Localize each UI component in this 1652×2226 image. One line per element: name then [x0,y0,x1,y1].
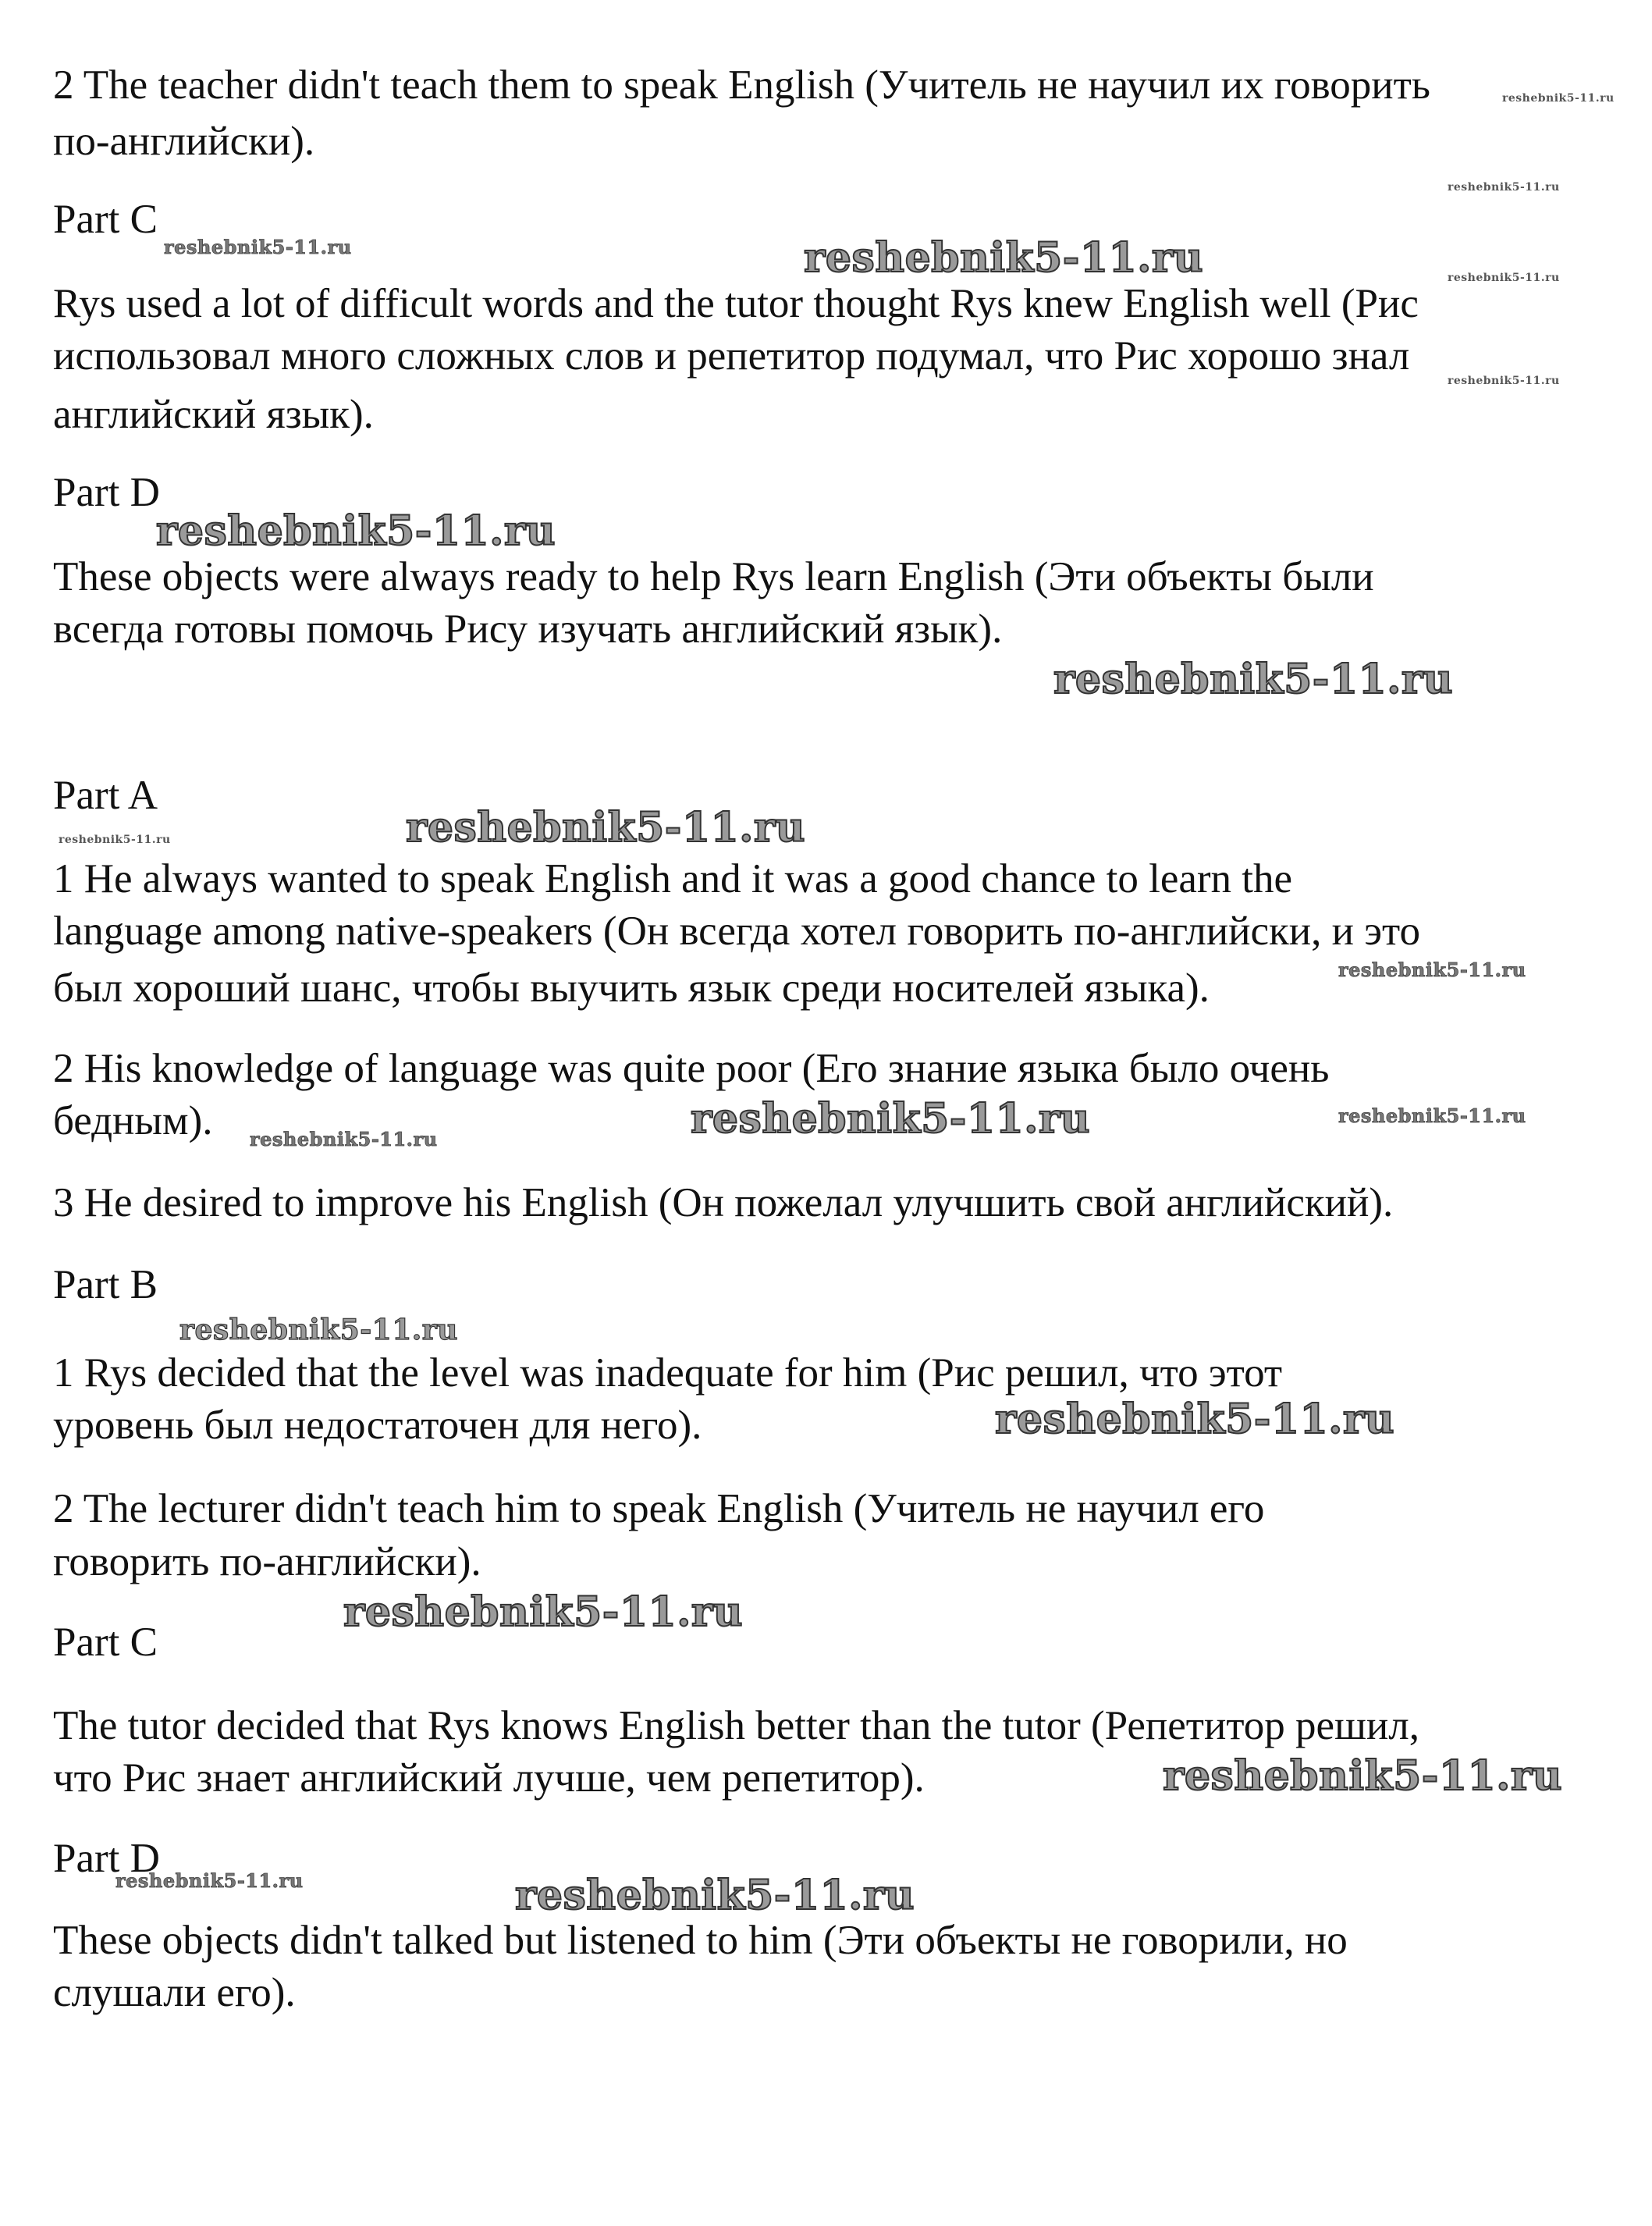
watermark: reshebnik5-11.ru [1448,181,1560,194]
text-line: по-английски). [53,119,315,164]
text-line: language among native-speakers (Он всегда хотел говорить по-английски, и это [53,909,1420,954]
text-line: 2 The teacher didn't teach them to speak English (Учитель не научил их говорить [53,62,1430,108]
watermark: reshebnik5-11.ru [1502,92,1615,105]
watermark: reshebnik5-11.ru [1053,656,1454,703]
section-heading: Part D [53,1836,160,1881]
text-line: Rys used a lot of difficult words and the tutor thought Rys knew English well (Рис [53,281,1419,326]
text-line: 3 He desired to improve his English (Он пожелал улучшить свой английский). [53,1180,1394,1225]
text-line: 1 He always wanted to speak English and it was a good chance to learn the [53,856,1293,901]
section-heading: Part C [53,197,158,242]
text-line: 1 Rys decided that the level was inadequate for him (Рис решил, что этот [53,1350,1283,1396]
text-line: уровень был недостаточен для него). [53,1403,702,1448]
section-heading: Part D [53,470,160,515]
watermark: reshebnik5-11.ru [115,1869,304,1892]
watermark: reshebnik5-11.ru [156,507,556,555]
text-line: слушали его). [53,1970,296,2015]
watermark: reshebnik5-11.ru [179,1314,458,1346]
text-line: использовал много сложных слов и репетитор подумал, что Рис хорошо знал [53,333,1410,379]
watermark: reshebnik5-11.ru [1448,375,1560,387]
text-line: 2 His knowledge of language was quite poor (Его знание языка было очень [53,1046,1330,1091]
text-line: всегда готовы помочь Рису изучать английский язык). [53,606,1003,652]
text-line: английский язык). [53,392,374,437]
watermark: reshebnik5-11.ru [406,804,806,852]
watermark: reshebnik5-11.ru [1338,1104,1526,1127]
watermark: reshebnik5-11.ru [691,1095,1091,1143]
watermark: reshebnik5-11.ru [1163,1752,1563,1800]
section-heading: Part B [53,1262,158,1307]
text-line: бедным). [53,1098,213,1143]
watermark: reshebnik5-11.ru [1338,958,1526,981]
watermark: reshebnik5-11.ru [59,834,171,846]
text-line: что Рис знает английский лучше, чем репетитор). [53,1755,925,1801]
watermark: reshebnik5-11.ru [250,1128,438,1150]
text-line: These objects were always ready to help Rys learn English (Эти объекты были [53,554,1374,599]
section-heading: Part A [53,773,158,818]
watermark: reshebnik5-11.ru [804,234,1204,282]
text-line: был хороший шанс, чтобы выучить язык среди носителей языка). [53,965,1210,1011]
text-line: The tutor decided that Rys knows English better than the tutor (Репетитор решил, [53,1703,1419,1748]
watermark: reshebnik5-11.ru [164,236,352,258]
section-heading: Part C [53,1620,158,1665]
text-line: 2 The lecturer didn't teach him to speak English (Учитель не научил его [53,1486,1265,1531]
watermark: reshebnik5-11.ru [1448,272,1560,284]
watermark: reshebnik5-11.ru [515,1872,915,1919]
watermark: reshebnik5-11.ru [995,1396,1395,1443]
text-line: These objects didn't talked but listened to him (Эти объекты не говорили, но [53,1918,1348,1963]
watermark: reshebnik5-11.ru [343,1588,744,1636]
text-line: говорить по-английски). [53,1539,481,1584]
